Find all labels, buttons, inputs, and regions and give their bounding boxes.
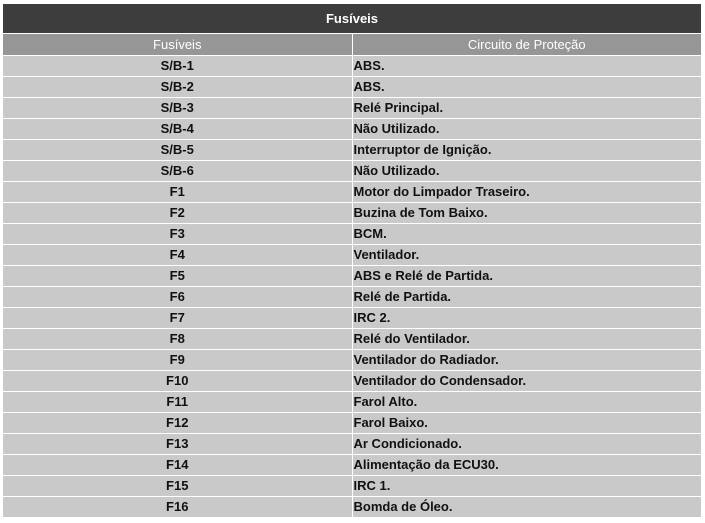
fuse-cell: S/B-4 — [3, 119, 353, 140]
table-title: Fusíveis — [3, 4, 702, 34]
column-header-fuse: Fusíveis — [3, 34, 353, 56]
fuse-cell: F6 — [3, 287, 353, 308]
fuse-cell: S/B-1 — [3, 56, 353, 77]
table-header-row — [3, 34, 702, 56]
circuit-cell: Ventilador. — [352, 245, 702, 266]
fuse-cell: F4 — [3, 245, 353, 266]
circuit-cell: ABS e Relé de Partida. — [352, 266, 702, 287]
circuit-cell: Ventilador do Radiador. — [352, 350, 702, 371]
circuit-cell: IRC 1. — [352, 476, 702, 497]
table-row — [3, 455, 702, 476]
circuit-cell: IRC 2. — [352, 308, 702, 329]
table-body — [3, 56, 702, 518]
fuse-cell: F10 — [3, 371, 353, 392]
circuit-cell: Bomda de Óleo. — [352, 497, 702, 518]
circuit-cell: Farol Baixo. — [352, 413, 702, 434]
table-row — [3, 182, 702, 203]
table-row — [3, 161, 702, 182]
fuse-cell: S/B-6 — [3, 161, 353, 182]
fuse-cell: F7 — [3, 308, 353, 329]
circuit-cell: Relé do Ventilador. — [352, 329, 702, 350]
fuse-cell: F15 — [3, 476, 353, 497]
circuit-cell: Relé Principal. — [352, 98, 702, 119]
table-row — [3, 266, 702, 287]
table-row — [3, 392, 702, 413]
table-title-row — [3, 4, 702, 34]
table-row — [3, 203, 702, 224]
table-row — [3, 77, 702, 98]
circuit-cell: Ar Condicionado. — [352, 434, 702, 455]
circuit-cell: Motor do Limpador Traseiro. — [352, 182, 702, 203]
table-row — [3, 56, 702, 77]
fuse-cell: F13 — [3, 434, 353, 455]
fuse-cell: F9 — [3, 350, 353, 371]
circuit-cell: Ventilador do Condensador. — [352, 371, 702, 392]
fuse-cell: F11 — [3, 392, 353, 413]
circuit-cell: ABS. — [352, 77, 702, 98]
circuit-cell: ABS. — [352, 56, 702, 77]
fuse-cell: F14 — [3, 455, 353, 476]
fuse-cell: F16 — [3, 497, 353, 518]
circuit-cell: Farol Alto. — [352, 392, 702, 413]
table-row — [3, 371, 702, 392]
table-row — [3, 413, 702, 434]
table-row — [3, 434, 702, 455]
circuit-cell: Buzina de Tom Baixo. — [352, 203, 702, 224]
table-row — [3, 119, 702, 140]
fuse-cell: F5 — [3, 266, 353, 287]
table-row — [3, 350, 702, 371]
table-row — [3, 224, 702, 245]
circuit-cell: Não Utilizado. — [352, 119, 702, 140]
fuse-cell: F3 — [3, 224, 353, 245]
fuse-cell: F8 — [3, 329, 353, 350]
circuit-cell: Não Utilizado. — [352, 161, 702, 182]
table-row — [3, 476, 702, 497]
fuse-cell: F2 — [3, 203, 353, 224]
table-row — [3, 245, 702, 266]
table-row — [3, 497, 702, 518]
circuit-cell: Interruptor de Ignição. — [352, 140, 702, 161]
fuse-table — [2, 3, 702, 518]
circuit-cell: BCM. — [352, 224, 702, 245]
table-row — [3, 329, 702, 350]
table-row — [3, 287, 702, 308]
column-header-circuit: Circuito de Proteção — [352, 34, 702, 56]
fuse-cell: S/B-3 — [3, 98, 353, 119]
fuse-cell: S/B-5 — [3, 140, 353, 161]
circuit-cell: Relé de Partida. — [352, 287, 702, 308]
table-row — [3, 308, 702, 329]
table-row — [3, 140, 702, 161]
circuit-cell: Alimentação da ECU30. — [352, 455, 702, 476]
fuse-cell: F1 — [3, 182, 353, 203]
table-row — [3, 98, 702, 119]
fuse-cell: F12 — [3, 413, 353, 434]
fuse-cell: S/B-2 — [3, 77, 353, 98]
